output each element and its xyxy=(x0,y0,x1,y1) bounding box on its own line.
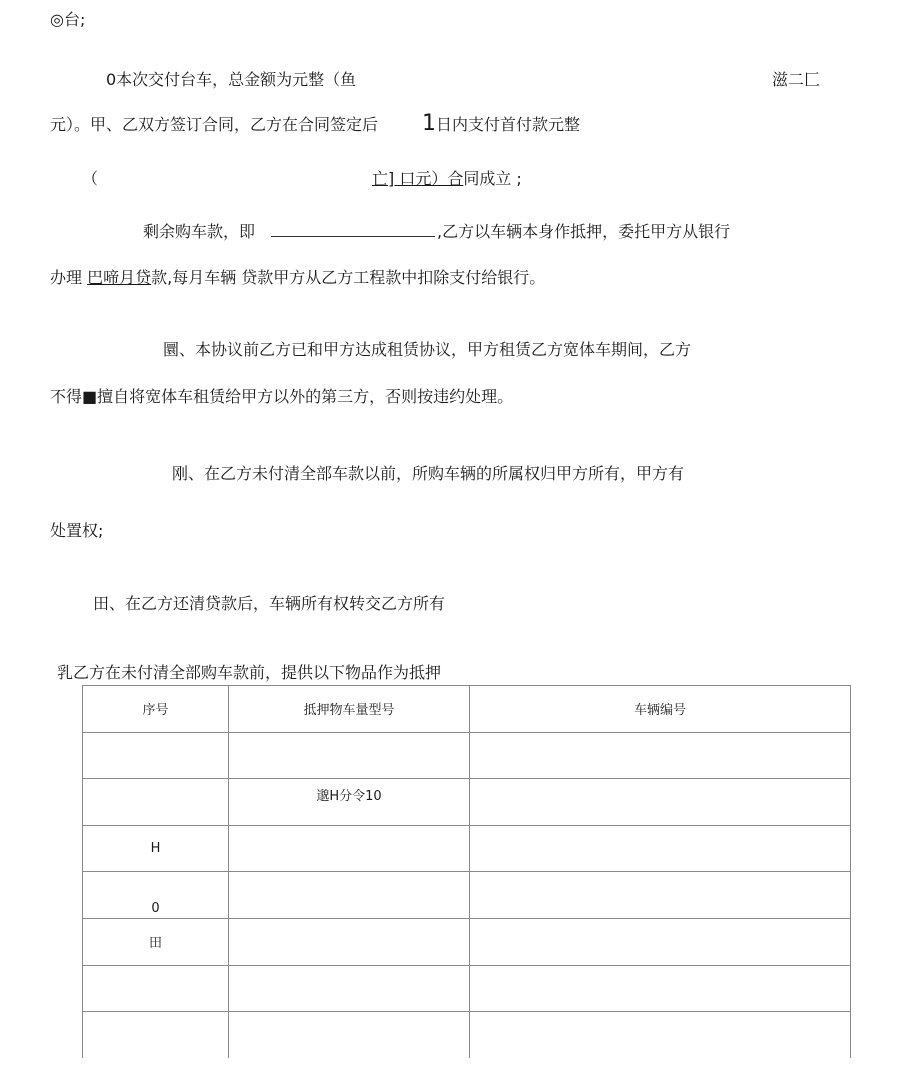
line-6 xyxy=(50,268,545,288)
line-2-right: 滋二匚 xyxy=(772,70,821,89)
line-3 xyxy=(50,111,581,136)
line-4-underlined: 亡] 口元）合 xyxy=(372,169,464,188)
line-9: 刚、在乙方未付清全部车款以前，所购车辆的所属权归甲方所有，甲方有 xyxy=(172,464,685,483)
amount-blank xyxy=(271,222,435,237)
table-cell xyxy=(83,965,229,1012)
table-cell xyxy=(83,779,229,826)
table-cell xyxy=(229,732,470,779)
line-1: ◎台; xyxy=(50,10,86,29)
table-header-row xyxy=(83,686,851,733)
line-3-number: 1 xyxy=(422,111,437,136)
table-row xyxy=(83,825,851,872)
line-4-rest: 同成立 ; xyxy=(463,169,522,188)
line-8: 不得■擅自将宽体车租赁给甲方以外的第三方，否则按违约处理。 xyxy=(50,387,514,406)
collateral-table xyxy=(82,685,851,1058)
line-10: 处置权; xyxy=(50,521,104,540)
table-cell: 邈H分令10 xyxy=(229,779,470,826)
header-vehicle-number: 车辆编号 xyxy=(470,686,851,733)
header-serial-number: 序号 xyxy=(83,686,229,733)
table-row xyxy=(83,779,851,826)
table-cell xyxy=(470,918,851,965)
line-5-part-a: 剩余购车款，即 xyxy=(143,222,256,241)
table-cell xyxy=(229,918,470,965)
line-2: 0本次交付台车，总金额为元整（鱼 xyxy=(106,70,357,89)
line-3-part-a: 元）。甲、乙双方签订合同，乙方在合同签定后 xyxy=(50,115,379,134)
table-row xyxy=(83,1012,851,1059)
line-12: 乳乙方在未付清全部购车款前，提供以下物品作为抵押 xyxy=(57,663,442,682)
table-row xyxy=(83,732,851,779)
table-cell xyxy=(470,825,851,872)
table-cell xyxy=(229,1012,470,1059)
table-cell xyxy=(470,732,851,779)
table-cell xyxy=(470,1012,851,1059)
line-6-part-b: 款,每月车辆 贷款甲方从乙方工程款中扣除支付给银行。 xyxy=(151,268,546,287)
table-row xyxy=(83,872,851,919)
line-6-underlined: 巴啼月贷 xyxy=(87,268,152,287)
line-5 xyxy=(143,222,730,242)
table-row xyxy=(83,918,851,965)
line-4 xyxy=(372,169,522,189)
table-cell: H xyxy=(83,825,229,872)
table-cell xyxy=(229,965,470,1012)
header-vehicle-model: 抵押物车量型号 xyxy=(229,686,470,733)
table-cell xyxy=(83,1012,229,1059)
line-5-part-b: ,乙方以车辆本身作抵押，委托甲方从银行 xyxy=(437,222,731,241)
line-4-paren: （ xyxy=(82,169,99,188)
table-cell xyxy=(470,872,851,919)
line-7: 圜、本协议前乙方已和甲方达成租赁协议，甲方租赁乙方宽体车期间，乙方 xyxy=(163,340,692,359)
table-row xyxy=(83,965,851,1012)
line-11: 田、在乙方还清贷款后，车辆所有权转交乙方所有 xyxy=(93,594,446,613)
table-cell: 0 xyxy=(83,872,229,919)
line-3-part-b: 日内支付首付款元整 xyxy=(436,115,581,134)
table-cell xyxy=(229,872,470,919)
table-cell xyxy=(470,965,851,1012)
table-cell xyxy=(470,779,851,826)
table-cell xyxy=(83,732,229,779)
table-cell: 田 xyxy=(83,918,229,965)
table-cell xyxy=(229,825,470,872)
line-6-part-a: 办理 xyxy=(50,268,88,287)
